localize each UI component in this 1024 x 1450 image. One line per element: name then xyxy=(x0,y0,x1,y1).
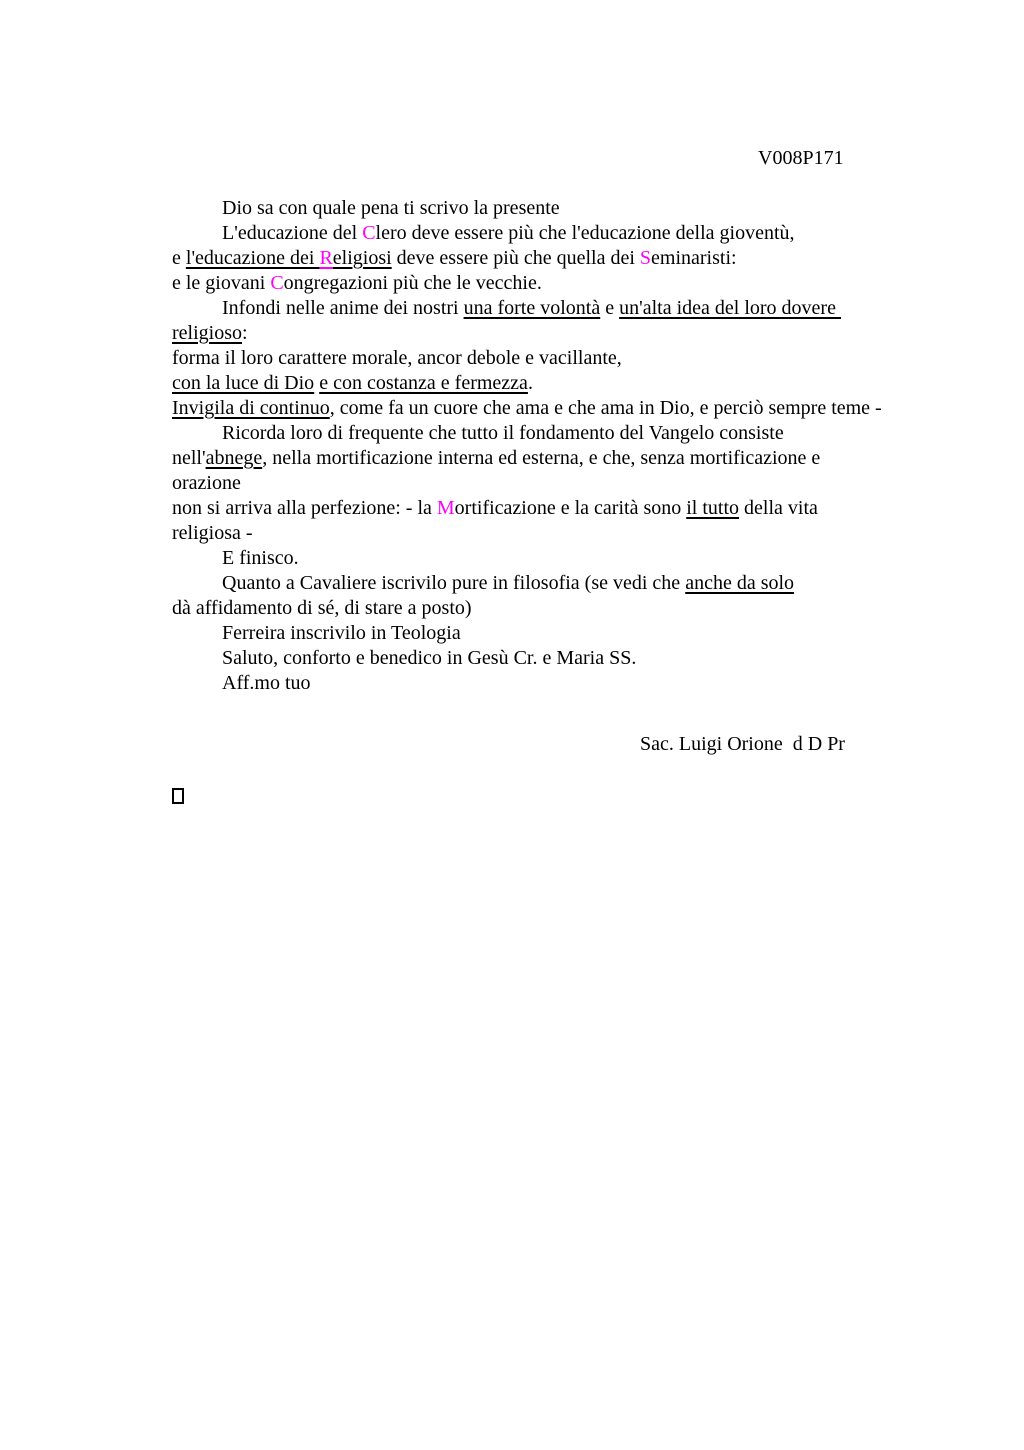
signature-text: Sac. Luigi Orione d D Pr xyxy=(640,733,845,755)
letter-line xyxy=(172,621,962,646)
empty-checkbox-icon xyxy=(172,788,184,804)
text-segment: Ferreira inscrivilo in Teologia xyxy=(222,622,461,644)
text-segment: orazione xyxy=(172,472,241,494)
text-segment: e xyxy=(172,247,186,269)
text-segment: Saluto, conforto e benedico in Gesù Cr. e Maria SS. xyxy=(222,647,637,669)
letter-line xyxy=(172,671,962,696)
text-segment: non si arriva alla perfezione: - la xyxy=(172,497,437,519)
text-segment: . xyxy=(527,372,533,394)
underlined-text: abnege xyxy=(205,447,263,469)
underlined-text: religioso xyxy=(172,322,242,344)
highlighted-letter: C xyxy=(362,222,376,244)
letter-lines-container xyxy=(172,196,962,696)
letter-line xyxy=(172,296,962,321)
text-segment: Ricorda loro di frequente che tutto il fondamento del Vangelo consiste xyxy=(222,422,784,444)
text-segment: nell' xyxy=(172,447,206,469)
letter-line xyxy=(172,646,962,671)
archive-code: V008P171 xyxy=(758,147,844,169)
text-segment: lero deve essere più che l'educazione della gioventù, xyxy=(375,222,795,244)
underlined-text: anche da solo xyxy=(685,572,795,594)
letter-line xyxy=(172,396,962,421)
letter-line xyxy=(172,571,962,596)
letter-line xyxy=(172,546,962,571)
letter-line xyxy=(172,321,962,346)
letter-line xyxy=(172,596,962,621)
text-segment: religiosa - xyxy=(172,522,253,544)
letter-line xyxy=(172,521,962,546)
text-segment: Dio sa con quale pena ti scrivo la presente xyxy=(222,197,560,219)
highlighted-letter: S xyxy=(639,247,652,269)
text-segment: forma il loro carattere morale, ancor debole e vacillante, xyxy=(172,347,622,369)
letter-line xyxy=(172,446,962,471)
letter-line xyxy=(172,471,962,496)
highlighted-letter: R xyxy=(319,247,333,269)
underlined-text: un'alta idea del loro dovere xyxy=(619,297,841,319)
letter-line xyxy=(172,371,962,396)
text-segment: Quanto a Cavaliere iscrivilo pure in filosofia (se vedi che xyxy=(222,572,686,594)
text-segment: Aff.mo tuo xyxy=(222,672,311,694)
letter-line xyxy=(172,496,962,521)
letter-body xyxy=(172,196,962,811)
text-segment: , nella mortificazione interna ed esterna, e che, senza mortificazione e xyxy=(262,447,821,469)
underlined-text: il tutto xyxy=(686,497,740,519)
underlined-text: una forte volontà xyxy=(463,297,601,319)
letter-line xyxy=(172,421,962,446)
text-segment: L'educazione del xyxy=(222,222,363,244)
underlined-text: Invigila di continuo xyxy=(172,397,330,419)
letter-line xyxy=(172,246,962,271)
letter-line xyxy=(172,221,962,246)
text-segment: E finisco. xyxy=(222,547,299,569)
text-segment: ongregazioni più che le vecchie. xyxy=(283,272,542,294)
text-segment: ortificazione e la carità sono xyxy=(454,497,687,519)
text-segment: della vita xyxy=(739,497,818,519)
underlined-text: l'educazione dei xyxy=(185,247,320,269)
text-segment: : xyxy=(242,322,248,344)
text-segment: deve essere più che quella dei xyxy=(391,247,640,269)
text-segment: , come fa un cuore che ama e che ama in Dio, e perciò sempre teme - xyxy=(329,397,882,419)
highlighted-letter: M xyxy=(436,497,455,519)
text-segment: Infondi nelle anime dei nostri xyxy=(222,297,464,319)
signature-line xyxy=(172,707,962,782)
text-segment: e le giovani xyxy=(172,272,271,294)
underlined-text: e con costanza e fermezza xyxy=(319,372,528,394)
highlighted-letter: C xyxy=(270,272,284,294)
letter-line xyxy=(172,196,962,221)
underlined-text: eligiosi xyxy=(332,247,392,269)
letter-line xyxy=(172,346,962,371)
text-segment: dà affidamento di sé, di stare a posto) xyxy=(172,597,472,619)
checkbox-line xyxy=(172,786,962,811)
text-segment: eminaristi: xyxy=(651,247,737,269)
underlined-text: con la luce di Dio xyxy=(172,372,315,394)
text-segment: e xyxy=(600,297,620,319)
letter-line xyxy=(172,271,962,296)
